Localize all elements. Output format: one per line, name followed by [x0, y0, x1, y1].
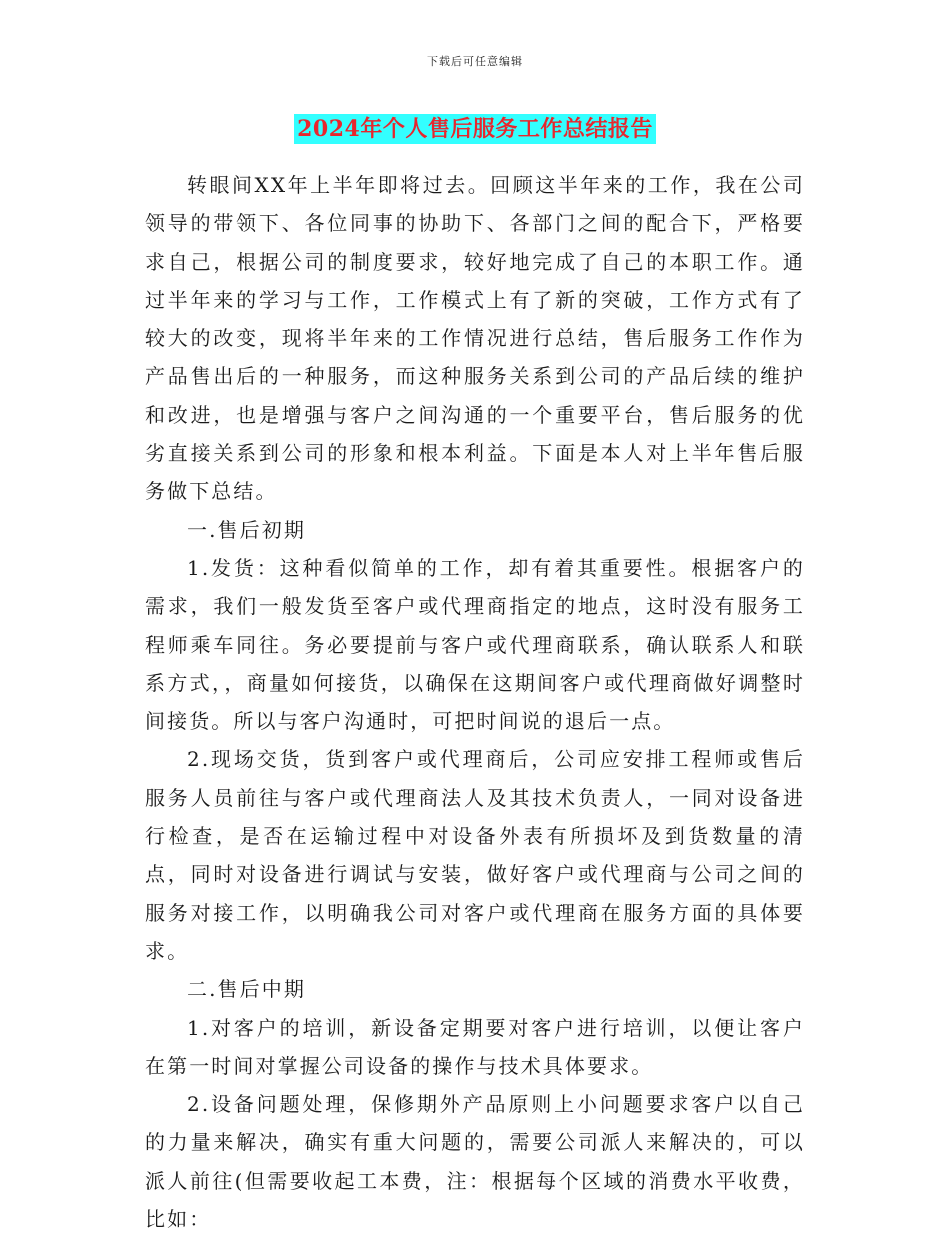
document-body [145, 166, 805, 1238]
paragraph-issue-handling: 2.设备问题处理，保修期外产品原则上小问题要求客户以自己的力量来解决，确实有重大问题的，需要公司派人来解决的，可以派人前往(但需要收起工本费，注：根据每个区域的消费水平收费，比如： [145, 1092, 805, 1232]
paragraph-shipping: 1.发货：这种看似简单的工作，却有着其重要性。根据客户的需求，我们一般发货至客户或代理商指定的地点，这时没有服务工程师乘车同往。务必要提前与客户或代理商联系，确认联系人和联系方式，，商量如何接货，以确保在这期间客户或代理商做好调整时间接货。所以与客户沟通时，可把时间说的退后一点。 [145, 555, 805, 734]
page-header-note: 下载后可任意编辑 [427, 55, 523, 68]
paragraph-intro: 转眼间XX年上半年即将过去。回顾这半年来的工作，我在公司领导的带领下、各位同事的协助下、各部门之间的配合下，严格要求自己，根据公司的制度要求，较好地完成了自己的本职工作。通过半年来的学习与工作，工作模式上有了新的突破，工作方式有了较大的改变，现将半年来的工作情况进行总结，售后服务工作作为产品售出后的一种服务，而这种服务关系到公司的产品后续的维护和改进，也是增强与客户之间沟通的一个重要平台，售后服务的优劣直接关系到公司的形象和根本利益。下面是本人对上半年售后服务做下总结。 [145, 173, 805, 504]
section-heading-early: 一.售后初期 [187, 517, 306, 542]
paragraph-onsite-delivery: 2.现场交货，货到客户或代理商后，公司应安排工程师或售后服务人员前往与客户或代理商法人及其技术负责人，一同对设备进行检查，是否在运输过程中对设备外表有所损坏及到货数量的清点，同时对设备进行调试与安装，做好客户或代理商与公司之间的服务对接工作，以明确我公司对客户或代理商在服务方面的具体要求。 [145, 747, 805, 963]
title-container [0, 114, 950, 144]
section-heading-middle: 二.售后中期 [187, 977, 306, 1002]
document-title: 2024年个人售后服务工作总结报告 [294, 114, 656, 144]
paragraph-training: 1.对客户的培训，新设备定期要对客户进行培训，以便让客户在第一时间对掌握公司设备的操作与技术具体要求。 [145, 1015, 805, 1078]
